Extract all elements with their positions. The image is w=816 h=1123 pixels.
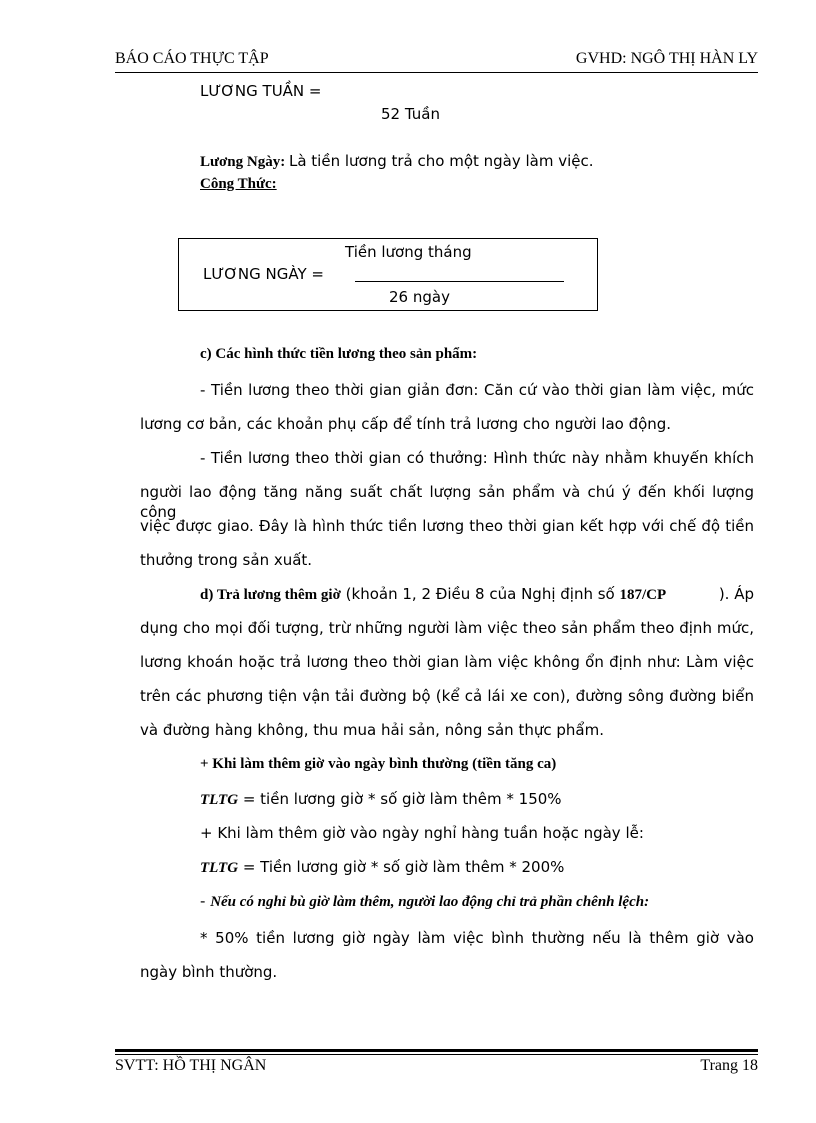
daily-wage-term: Lương Ngày: xyxy=(200,154,286,170)
section-d-line2: dụng cho mọi đối tượng, trừ những người làm việc theo sản phẩm theo định mức, xyxy=(140,619,754,637)
formula-heading: Công Thức: xyxy=(200,176,277,192)
daily-wage-definition xyxy=(200,151,594,172)
section-d-decree: 187/CP xyxy=(619,587,667,603)
daily-wage-formula-label: LƯƠNG NGÀY = xyxy=(203,265,324,283)
case1-formula-line xyxy=(200,789,562,810)
case2-formula-line xyxy=(200,857,564,878)
case2-formula: = Tiền lương giờ * số giờ làm thêm * 200% xyxy=(238,858,565,876)
page-number: Trang 18 xyxy=(700,1057,758,1074)
section-c-p2-line2: người lao động tăng năng suất chất lượng sản phẩm và chú ý đến khối lượng công xyxy=(140,483,754,521)
daily-wage-denominator: 26 ngày xyxy=(389,288,450,306)
section-d-ref: (khoản 1, 2 Điều 8 của Nghị định số xyxy=(340,585,620,603)
section-c-p2-line3: việc được giao. Đây là hình thức tiền lương theo thời gian kết hợp với chế độ tiền xyxy=(140,517,754,535)
section-d-heading: d) Trả lương thêm giờ xyxy=(200,587,341,603)
daily-wage-text: Là tiền lương trả cho một ngày làm việc. xyxy=(288,152,594,170)
footer-rule-thick xyxy=(115,1049,758,1052)
note-text: Nếu có nghỉ bù giờ làm thêm, người lao động chỉ trả phần chênh lệch: xyxy=(210,894,650,910)
note-p-line2: ngày bình thường. xyxy=(140,963,278,981)
case1-formula: = tiền lương giờ * số giờ làm thêm * 150% xyxy=(238,790,562,808)
section-c-p1-line2: lương cơ bản, các khoản phụ cấp để tính trả lương cho người lao động. xyxy=(140,415,672,433)
footer-rule-thin xyxy=(115,1054,758,1055)
section-c-p2-line4: thưởng trong sản xuất. xyxy=(140,551,313,569)
header-right: GVHD: NGÔ THỊ HÀN LY xyxy=(575,50,758,67)
section-d-line5: và đường hàng không, thu mua hải sản, nông sản thực phẩm. xyxy=(140,721,604,739)
footer-left: SVTT: HỒ THỊ NGÂN xyxy=(115,1057,267,1074)
section-d-line4: trên các phương tiện vận tải đường bộ (kể cả lái xe con), đường sông đường biển xyxy=(140,687,754,705)
section-d-line1 xyxy=(200,584,754,605)
note-dash: - xyxy=(200,892,211,910)
section-c-p1-line1: - Tiền lương theo thời gian giản đơn: Căn cứ vào thời gian làm việc, mức xyxy=(200,381,754,399)
note-p-line1: * 50% tiền lương giờ ngày làm việc bình thường nếu là thêm giờ vào xyxy=(200,929,754,947)
note-line xyxy=(200,891,649,912)
section-c-p2-line1: - Tiền lương theo thời gian có thưởng: Hình thức này nhằm khuyến khích xyxy=(200,449,754,467)
section-d-ref-close: ). Áp xyxy=(718,585,754,603)
case2-heading: + Khi làm thêm giờ vào ngày nghỉ hàng tuần hoặc ngày lễ: xyxy=(200,824,644,842)
case1-term: TLTG xyxy=(200,792,239,808)
weekly-wage-denominator: 52 Tuần xyxy=(381,105,440,123)
case2-term: TLTG xyxy=(200,860,239,876)
section-c-heading: c) Các hình thức tiền lương theo sản phẩm: xyxy=(200,346,478,362)
fraction-bar xyxy=(355,281,564,282)
weekly-wage-label: LƯƠNG TUẦN = xyxy=(200,82,322,100)
case1-heading: + Khi làm thêm giờ vào ngày bình thường (tiền tăng ca) xyxy=(200,756,557,772)
daily-wage-numerator: Tiền lương tháng xyxy=(345,243,472,261)
header-left: BÁO CÁO THỰC TẬP xyxy=(115,50,269,67)
section-d-line3: lương khoán hoặc trả lương theo thời gian làm việc không ổn định như: Làm việc xyxy=(140,653,754,671)
header-rule xyxy=(115,72,758,73)
